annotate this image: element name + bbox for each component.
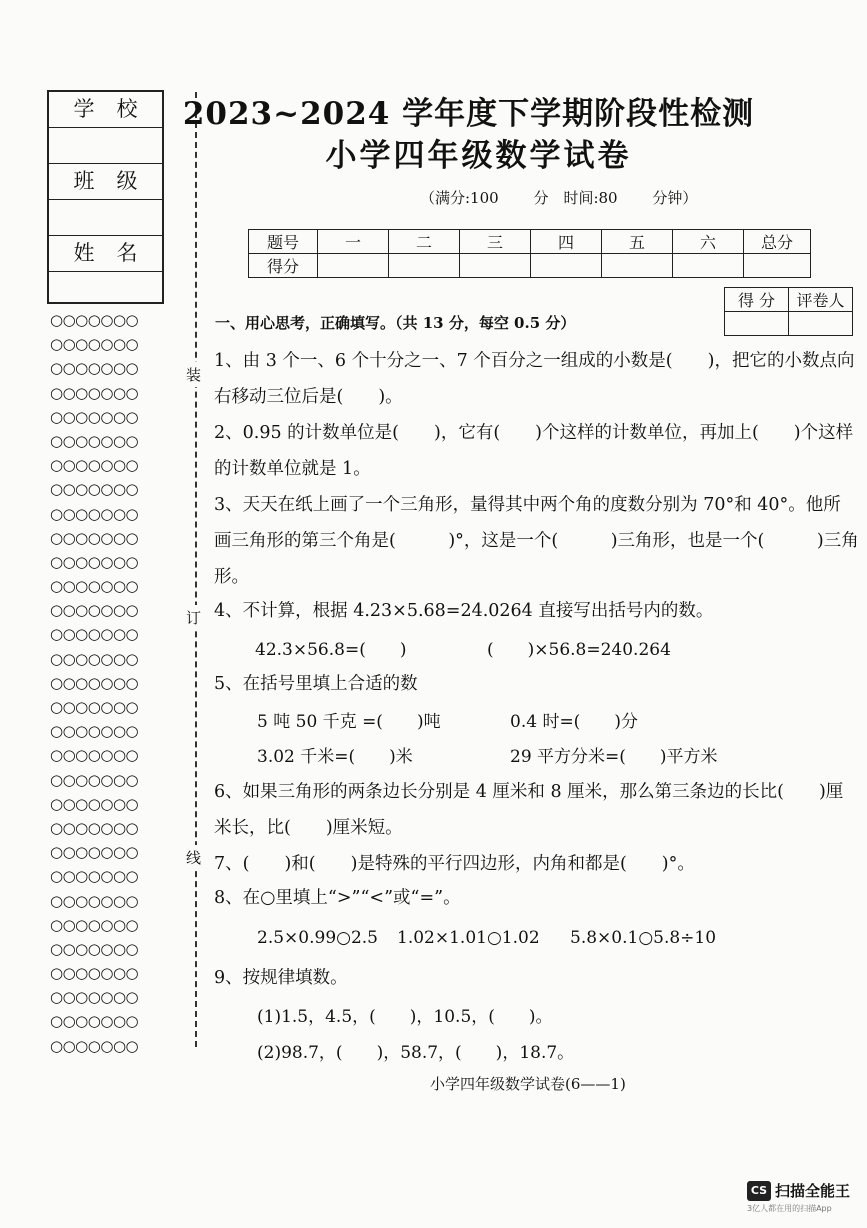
- binding-char-ding: 订: [186, 605, 201, 630]
- bubble-row: ○○○○○○○: [50, 698, 139, 716]
- exam-subtitle: （满分:100 分 时间:80 分钟）: [420, 189, 698, 207]
- bubble-row: ○○○○○○○: [50, 939, 139, 958]
- bubble-row: ○○○○○○○: [50, 359, 139, 378]
- binding-dashed-line: [195, 92, 197, 1047]
- score-table-header-row: [249, 230, 811, 254]
- question-5-item-b: 0.4 时=( )分: [510, 712, 638, 732]
- question-9-prompt: 9、按规律填数。: [214, 968, 348, 988]
- grader-name-header: 评卷人: [789, 288, 853, 312]
- bubble-row: ○○○○○○○: [50, 480, 139, 499]
- bubble-row: ○○○○○○○: [50, 383, 139, 402]
- score-cell[interactable]: [744, 254, 811, 278]
- question-4-item-b: ( )×56.8=240.264: [487, 640, 671, 660]
- camscanner-logo-icon: CS: [747, 1181, 771, 1201]
- name-label: 姓名: [49, 236, 162, 272]
- question-4-prompt: 4、不计算，根据 4.23×5.68=24.0264 直接写出括号内的数。: [214, 601, 714, 621]
- class-label: 班级: [49, 164, 162, 200]
- bubble-row: ○○○○○○○: [50, 673, 139, 692]
- question-8-item-a: 2.5×0.99○2.5: [257, 928, 379, 948]
- question-8-item-b: 1.02×1.01○1.02: [397, 928, 540, 948]
- score-table-score-row: [249, 254, 811, 278]
- question-4-item-a: 42.3×56.8=( ): [255, 640, 407, 660]
- score-header-cell: 一: [318, 230, 389, 254]
- page-footer: 小学四年级数学试卷(6——1): [430, 1075, 626, 1093]
- bubble-row: ○○○○○○○: [50, 770, 139, 789]
- question-3-line3: 形。: [214, 567, 249, 587]
- question-3-line1: 3、天天在纸上画了一个三角形，量得其中两个角的度数分别为 70°和 40°。他所: [214, 495, 841, 515]
- bubble-row: ○○○○○○○: [50, 649, 139, 668]
- name-field[interactable]: [49, 272, 162, 302]
- question-9-item-2: (2)98.7，( )，58.7，( )，18.7。: [257, 1043, 575, 1063]
- bubble-row: ○○○○○○○: [50, 601, 139, 620]
- bubble-row: ○○○○○○○: [50, 1036, 139, 1055]
- score-cell[interactable]: [602, 254, 673, 278]
- question-7: 7、( )和( )是特殊的平行四边形，内角和都是( )°。: [214, 854, 695, 874]
- score-cell[interactable]: [531, 254, 602, 278]
- score-cell[interactable]: [389, 254, 460, 278]
- score-row-label: 得分: [249, 254, 318, 278]
- grader-score-header: 得 分: [725, 288, 789, 312]
- question-8-prompt: 8、在○里填上“>”“<”或“=”。: [214, 888, 461, 908]
- answer-bubbles: [50, 308, 170, 1058]
- score-table: [248, 229, 811, 278]
- scanner-watermark: [747, 1180, 862, 1214]
- bubble-row: ○○○○○○○: [50, 915, 139, 934]
- bubble-row: ○○○○○○○: [50, 311, 139, 329]
- grader-name-cell[interactable]: [789, 312, 853, 336]
- score-header-cell: 六: [673, 230, 744, 254]
- score-cell[interactable]: [318, 254, 389, 278]
- bubble-row: ○○○○○○○: [50, 504, 139, 523]
- bubble-row: ○○○○○○○: [50, 818, 139, 837]
- score-header-cell: 五: [602, 230, 673, 254]
- question-6-line2: 米长，比( )厘米短。: [214, 818, 403, 838]
- score-header-cell: 三: [460, 230, 531, 254]
- bubble-row: ○○○○○○○: [50, 891, 139, 910]
- school-label: 学校: [49, 92, 162, 128]
- bubble-row: ○○○○○○○: [50, 1012, 139, 1031]
- question-5-item-c: 3.02 千米=( )米: [257, 747, 413, 767]
- question-5-item-d: 29 平方分米=( )平方米: [510, 747, 718, 767]
- question-9-item-1: (1)1.5，4.5，( )，10.5，( )。: [257, 1007, 553, 1027]
- bubble-row: ○○○○○○○: [50, 552, 139, 571]
- grader-score-cell[interactable]: [725, 312, 789, 336]
- score-header-cell: 总分: [744, 230, 811, 254]
- question-5-prompt: 5、在括号里填上合适的数: [214, 674, 418, 694]
- bubble-row: ○○○○○○○: [50, 843, 139, 862]
- score-header-cell: 四: [531, 230, 602, 254]
- section-1-heading: 一、用心思考，正确填写。（共 13 分，每空 0.5 分）: [215, 314, 576, 332]
- bubble-row: ○○○○○○○: [50, 867, 139, 886]
- question-1-line2: 右移动三位后是( )。: [214, 387, 403, 407]
- score-cell[interactable]: [673, 254, 744, 278]
- question-2-line1: 2、0.95 的计数单位是( )，它有( )个这样的计数单位，再加上( )个这样: [214, 423, 854, 443]
- score-header-cell: 题号: [249, 230, 318, 254]
- watermark-name: 扫描全能王: [775, 1182, 851, 1200]
- bubble-row: ○○○○○○○: [50, 722, 139, 741]
- score-header-cell: 二: [389, 230, 460, 254]
- bubble-row: ○○○○○○○: [50, 746, 139, 765]
- question-8-item-c: 5.8×0.1○5.8÷10: [570, 928, 717, 948]
- grader-table: [724, 287, 853, 336]
- watermark-tagline: 3亿人都在用的扫描App: [747, 1204, 832, 1213]
- bubble-row: ○○○○○○○: [50, 431, 139, 450]
- exam-title-line1: 2023~2024 学年度下学期阶段性检测: [182, 96, 755, 132]
- question-6-line1: 6、如果三角形的两条边长分别是 4 厘米和 8 厘米，那么第三条边的长比( )厘: [214, 782, 844, 802]
- bubble-row: ○○○○○○○: [50, 528, 139, 547]
- bubble-row: ○○○○○○○: [50, 625, 139, 644]
- question-5-item-a: 5 吨 50 千克 =( )吨: [257, 712, 441, 732]
- bubble-row: ○○○○○○○: [50, 794, 139, 813]
- class-field[interactable]: [49, 200, 162, 236]
- bubble-row: ○○○○○○○: [50, 577, 139, 596]
- binding-char-xian: 线: [186, 845, 201, 870]
- exam-title-line2: 小学四年级数学试卷: [325, 138, 632, 174]
- question-3-line2: 画三角形的第三个角是( )°，这是一个( )三角形，也是一个( )三角: [214, 531, 859, 551]
- binding-char-zhuang: 装: [186, 362, 201, 387]
- question-1-line1: 1、由 3 个一、6 个十分之一、7 个百分之一组成的小数是( )，把它的小数点向: [214, 351, 855, 371]
- score-cell[interactable]: [460, 254, 531, 278]
- bubble-row: ○○○○○○○: [50, 407, 139, 426]
- bubble-row: ○○○○○○○: [50, 456, 139, 475]
- bubble-row: ○○○○○○○: [50, 335, 139, 354]
- bubble-row: ○○○○○○○: [50, 988, 139, 1007]
- question-2-line2: 的计数单位就是 1。: [214, 459, 371, 479]
- bubble-row: ○○○○○○○: [50, 964, 139, 983]
